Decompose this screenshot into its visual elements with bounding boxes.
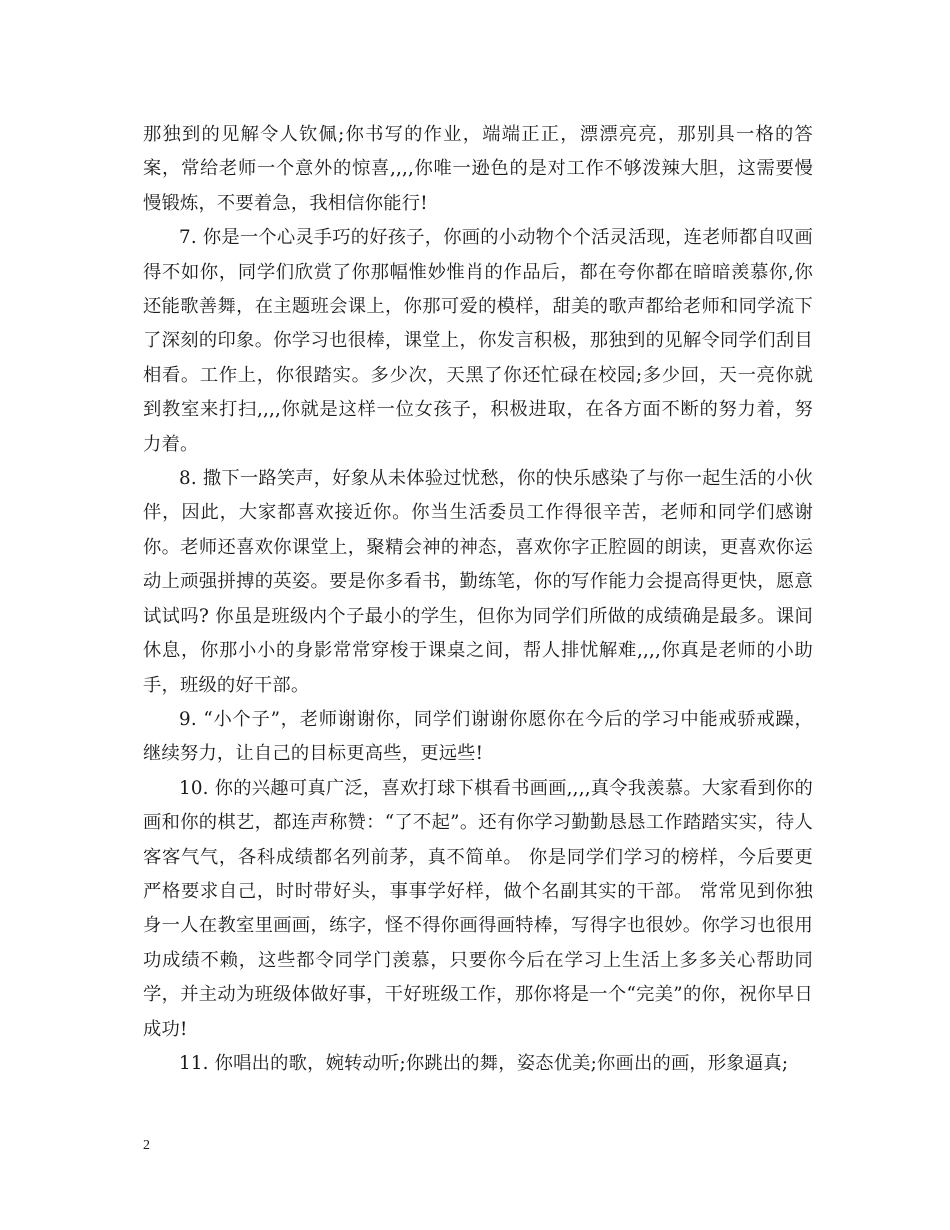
paragraph-item-9: 9. “小个子”，老师谢谢你，同学们谢谢你愿你在今后的学习中能戒骄戒躁，继续努力，让自己的目标更高些，更远些! xyxy=(143,708,813,765)
paragraph-item-11: 11. 你唱出的歌，婉转动听;你跳出的舞，姿态优美;你画出的画，形象逼真; xyxy=(179,1052,789,1074)
paragraph-continued: 那独到的见解令人钦佩;你书写的作业，端端正正，漂漂亮亮，那别具一格的答案，常给老师一个意外的惊喜,,,,你唯一逊色的是对工作不够泼辣大胆，这需要慢慢锻炼，不要着急，我相信你能行! xyxy=(143,124,813,214)
paragraph-item-8: 8. 撒下一路笑声，好象从未体验过忧愁，你的快乐感染了与你一起生活的小伙伴，因此，大家都喜欢接近你。你当生活委员工作得很辛苦，老师和同学们感谢你。老师还喜欢你课堂上，聚精会神的神态，喜欢你字正腔圆的朗读，更喜欢你运动上顽强拼搏的英姿。要是你多看书，勤练笔，你的写作能力会提高得更快，愿意试试吗? 你虽是班级内个子最小的学生，但你为同学们所做的成绩确是最多。课间休息，你那小小的身影常常穿梭于课桌之间，帮人排忧解难,,,,你真是老师的小助手，班级的好干部。 xyxy=(143,468,813,696)
page-number: 2 xyxy=(143,1138,150,1153)
paragraph-item-7: 7. 你是一个心灵手巧的好孩子，你画的小动物个个活灵活现，连老师都自叹画得不如你，同学们欣赏了你那幅惟妙惟肖的作品后，都在夸你都在暗暗羡慕你,你还能歌善舞，在主题班会课上，你那可爱的模样，甜美的歌声都给老师和同学流下了深刻的印象。你学习也很棒，课堂上，你发言积极，那独到的见解令同学们刮目相看。工作上，你很踏实。多少次，天黑了你还忙碌在校园;多少回，天一亮你就到教室来打扫,,,,你就是这样一位女孩子，积极进取，在各方面不断的努力着，努力着。 xyxy=(143,227,813,455)
paragraph-item-10: 10. 你的兴趣可真广泛，喜欢打球下棋看书画画,,,,真令我羡慕。大家看到你的画和你的棋艺，都连声称赞：“了不起”。还有你学习勤勤恳恳工作踏踏实实，待人客客气气，各科成绩都名列前茅，真不简单。 你是同学们学习的榜样，今后要更严格要求自己，时时带好头，事事学好样，做个名副其实的干部。 常常见到你独身一人在教室里画画，练字，怪不得你画得画特棒，写得字也很妙。你学习也很用功成绩不赖，这些都令同学门羡慕，只要你今后在学习上生活上多多关心帮助同学，并主动为班级体做好事，干好班级工作，那你将是一个“完美”的你，祝你早日成功! xyxy=(143,777,813,1040)
body-text xyxy=(143,118,813,1081)
